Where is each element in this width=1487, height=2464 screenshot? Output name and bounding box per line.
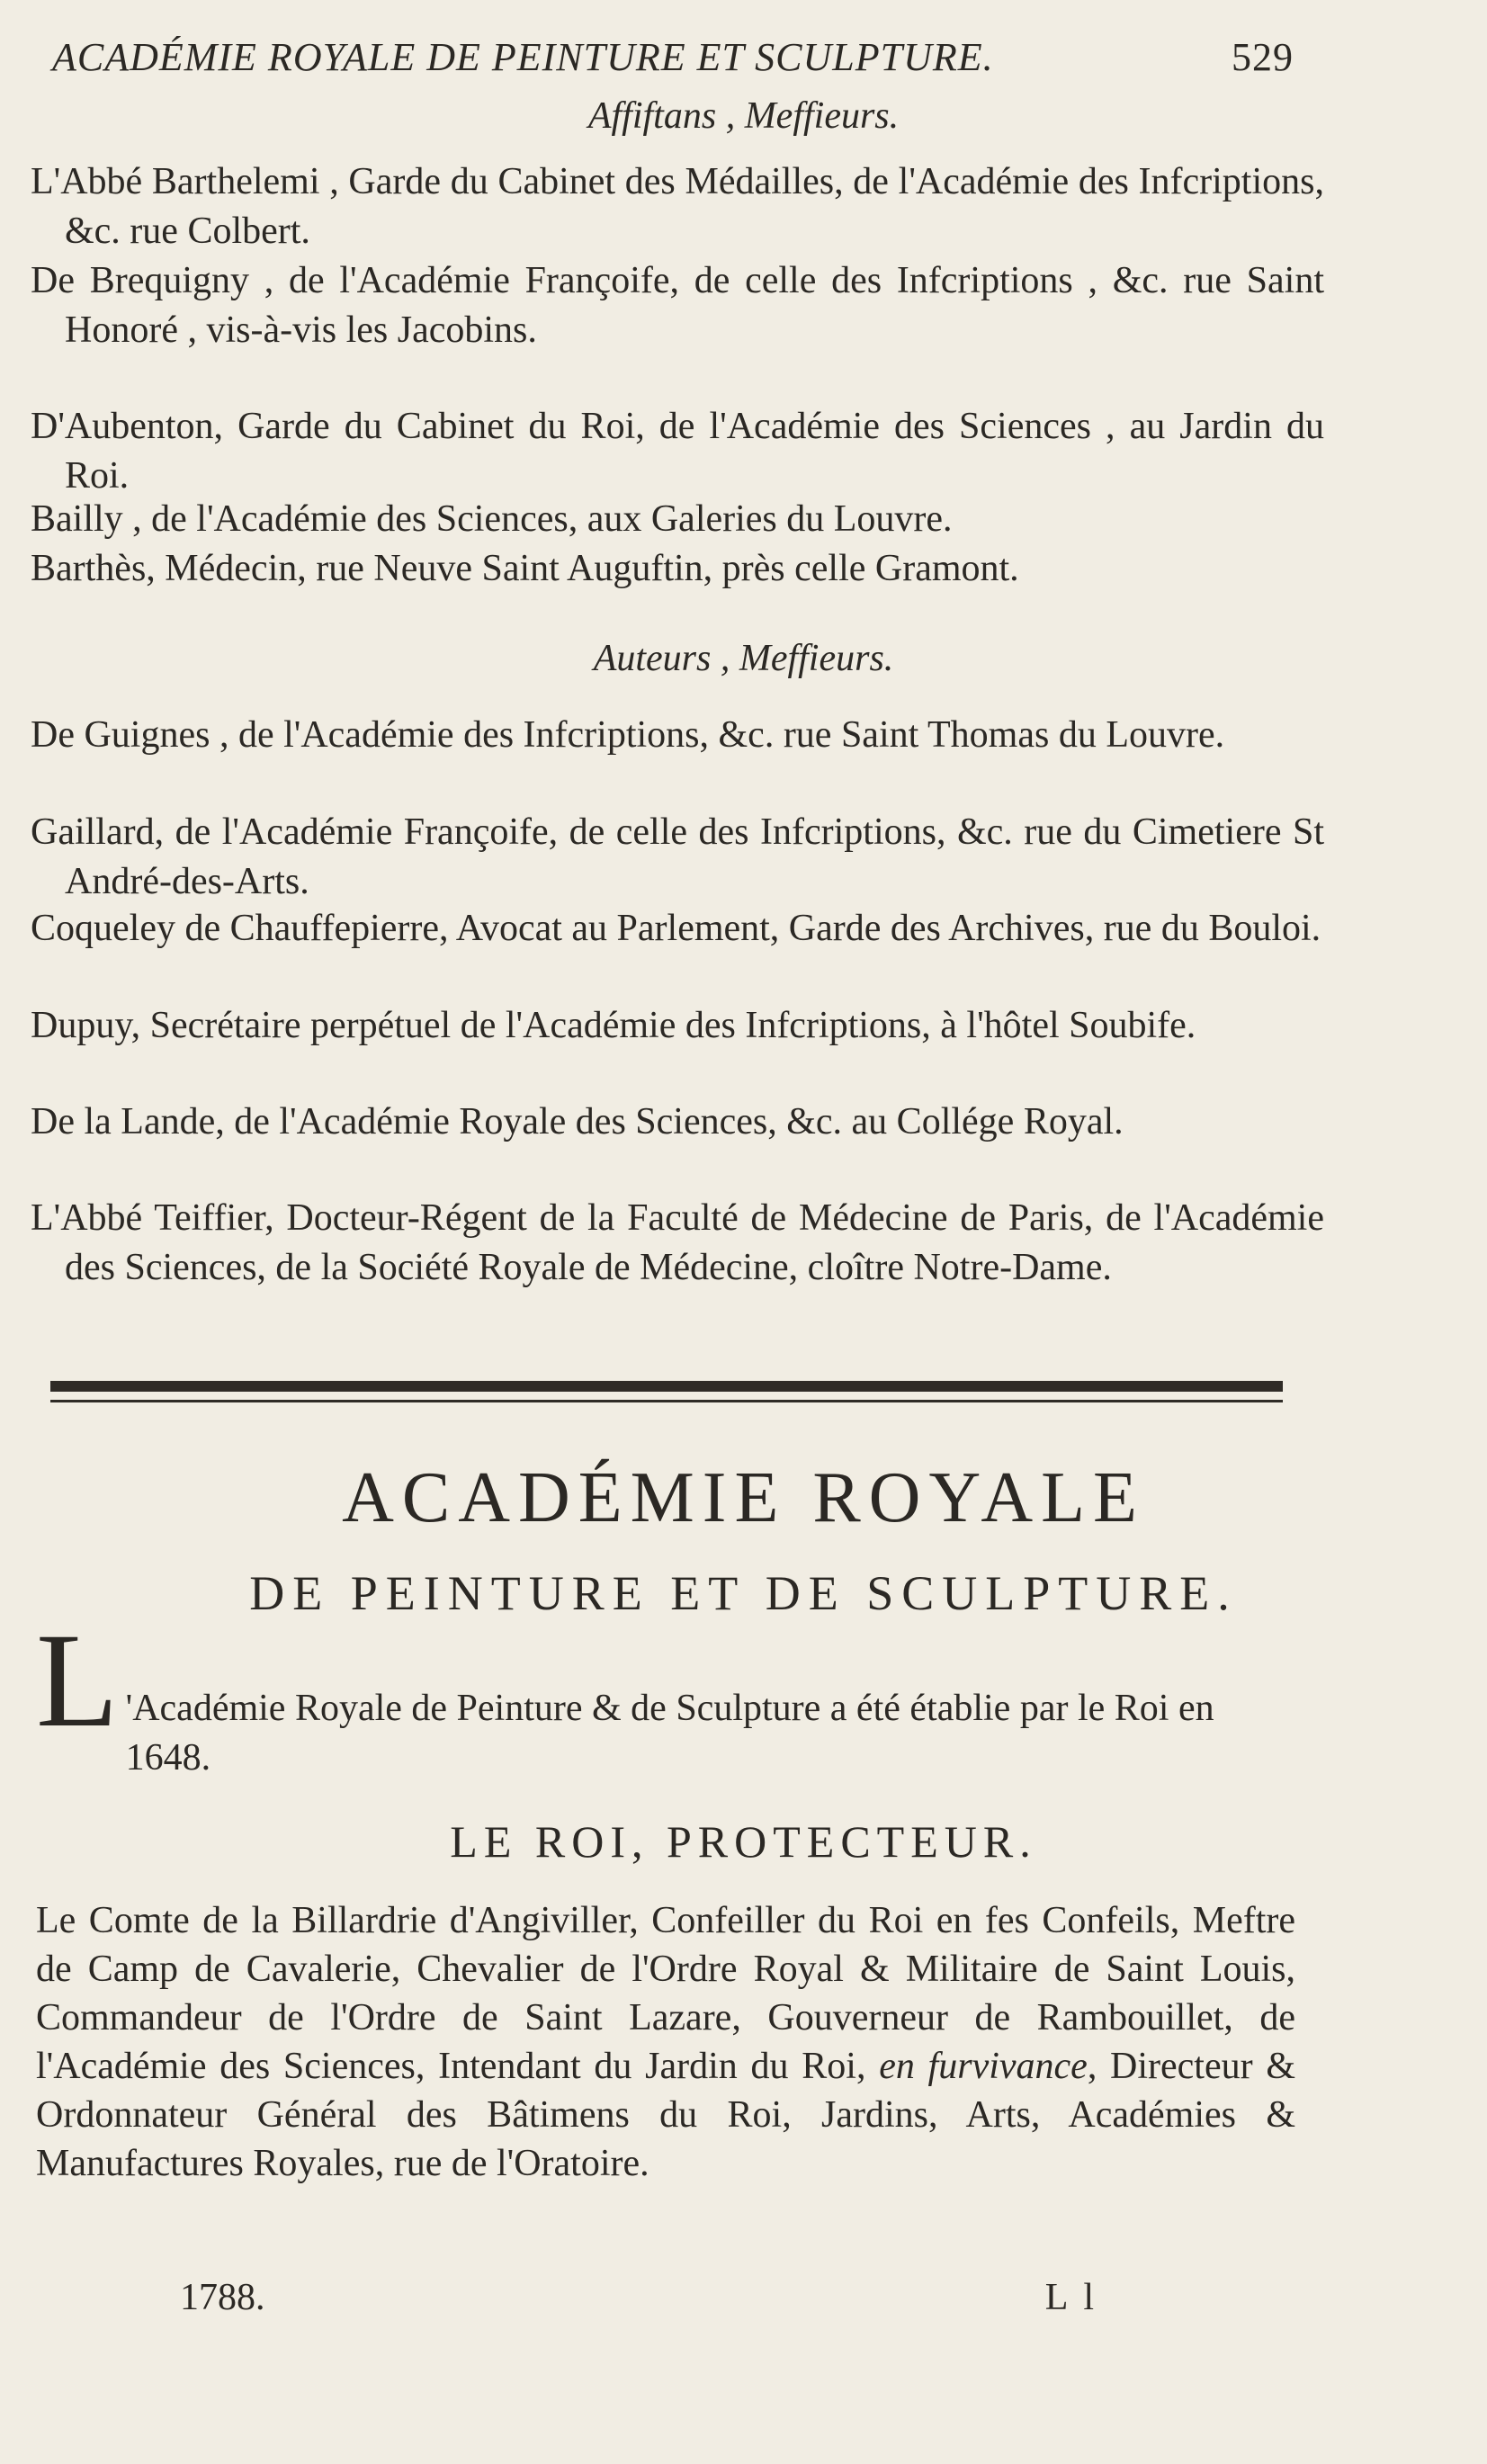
protector-paragraph <box>36 1896 1295 2188</box>
protector-italic: en furvivance <box>879 2046 1088 2087</box>
assistant-entry: Barthès, Médecin, rue Neuve Saint Auguftin, près celle Gramont. <box>31 548 1019 589</box>
section-divider-thick <box>50 1381 1283 1392</box>
intro-paragraph <box>36 1606 1295 1783</box>
section-divider-thin <box>50 1400 1283 1402</box>
page-number: 529 <box>1232 35 1294 79</box>
signature-mark: L l <box>1044 2277 1097 2318</box>
intro-text: 'Académie Royale de Peinture & de Sculpture a été établie par le Roi en 1648. <box>125 1688 1214 1779</box>
drop-cap: L <box>36 1606 119 1755</box>
assistant-entry: D'Aubenton, Garde du Cabinet du Roi, de l'Académie des Sciences , au Jardin du Roi. <box>31 406 1324 497</box>
assistant-entry: Bailly , de l'Académie des Sciences, aux Galeries du Louvre. <box>31 498 953 540</box>
assistant-entry: De Brequigny , de l'Académie Françoife, de celle des Infcriptions , &c. rue Saint Honoré , vis-à-vis les Jacobins. <box>31 260 1324 351</box>
section-subtitle: DE PEINTURE ET DE SCULPTURE. <box>249 1566 1238 1620</box>
footer-year: 1788. <box>180 2277 265 2318</box>
assistant-entry: L'Abbé Barthelemi , Garde du Cabinet des Médailles, de l'Académie des Infcriptions, &c. rue Colbert. <box>31 161 1324 252</box>
authors-heading: Auteurs , Meffieurs. <box>593 638 894 679</box>
author-entry: Coqueley de Chauffepierre, Avocat au Parlement, Garde des Archives, rue du Bouloi. <box>31 908 1321 949</box>
author-entry: L'Abbé Teiffier, Docteur-Régent de la Faculté de Médecine de Paris, de l'Académie des Sciences, de la Société Royale de Médecine, cloître Notre-Dame. <box>31 1197 1324 1288</box>
protector-text-end: , Directeur & Ordonnateur Général des Bâtimens du Roi, Jardins, Arts, Académies & Manufactures Royales, rue de l'Oratoire. <box>36 2046 1296 2184</box>
protector-text: Le Comte de la Billardrie d'Angiviller, Confeiller du Roi en fes Confeils, Meftre de Camp de Cavalerie, Chevalier de l'Ordre Royal & Militaire de Saint Louis, Commandeur de l'Ordre de Saint Lazare, Gouverneur de Rambouillet, de l'Académie des Sciences, Intendant du Jardin du Roi, <box>36 1900 1295 2087</box>
author-entry: De la Lande, de l'Académie Royale des Sciences, &c. au Collége Royal. <box>31 1101 1124 1142</box>
author-entry: De Guignes , de l'Académie des Infcriptions, &c. rue Saint Thomas du Louvre. <box>31 714 1225 756</box>
protector-heading: LE ROI, PROTECTEUR. <box>450 1816 1037 1867</box>
author-entry: Dupuy, Secrétaire perpétuel de l'Académie des Infcriptions, à l'hôtel Soubife. <box>31 1005 1196 1046</box>
running-title: ACADÉMIE ROYALE DE PEINTURE ET SCULPTURE. <box>52 35 994 79</box>
assistants-heading: Affiftans , Meffieurs. <box>587 95 900 137</box>
author-entry: Gaillard, de l'Académie Françoife, de celle des Infcriptions, &c. rue du Cimetiere St André-des-Arts. <box>31 811 1324 902</box>
running-head <box>52 34 1294 88</box>
page-footer <box>180 2276 1097 2330</box>
section-title: ACADÉMIE ROYALE <box>342 1458 1145 1537</box>
